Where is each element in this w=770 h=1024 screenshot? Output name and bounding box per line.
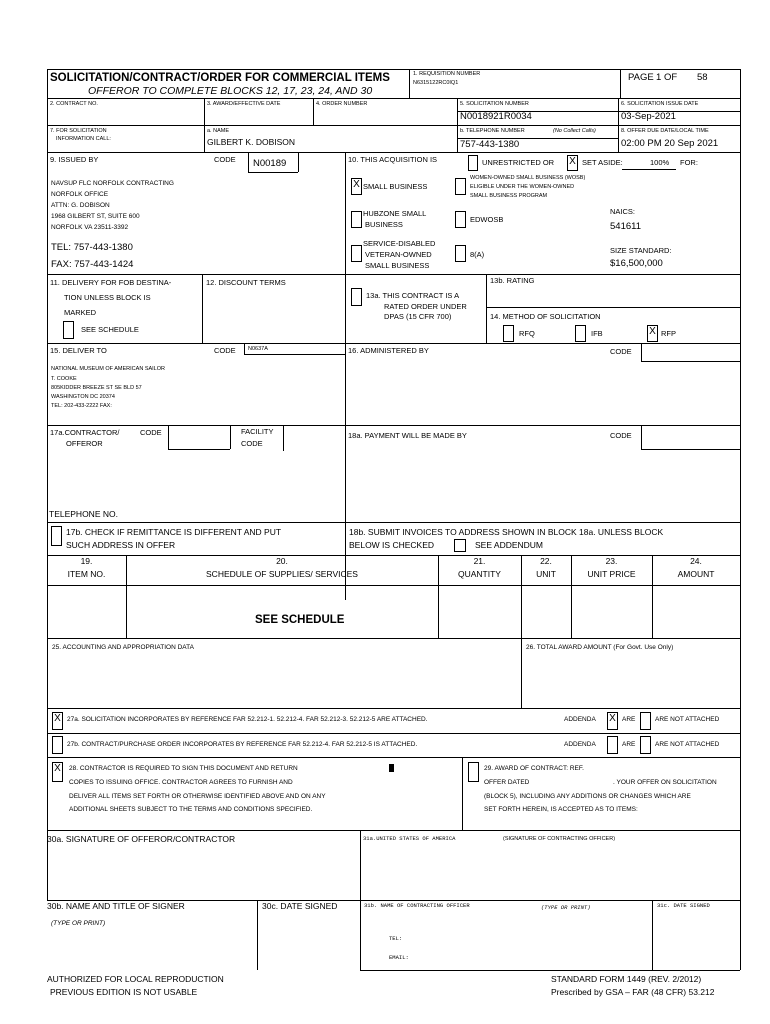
divider — [298, 152, 299, 172]
divider — [248, 152, 249, 172]
award-text-4: SET FORTH HEREIN, IS ACCEPTED AS TO ITEMS: — [484, 806, 638, 813]
contractor-sign-text-4: ADDITIONAL SHEETS SUBJECT TO THE TERMS AND CONDITIONS SPECIFIED. — [69, 806, 313, 813]
col-quantity-label: QUANTITY — [458, 569, 501, 579]
divider — [438, 555, 439, 638]
row-line — [47, 555, 740, 556]
check-mark: X — [609, 713, 616, 724]
divider — [168, 425, 169, 449]
rated-order-checkbox[interactable] — [351, 288, 362, 306]
divider — [345, 152, 346, 600]
issue-date-label: 6. SOLICITATION ISSUE DATE — [621, 101, 699, 107]
divider — [457, 98, 458, 152]
naics-label: NAICS: — [610, 207, 636, 216]
row-line — [47, 152, 740, 153]
edwosb-checkbox[interactable] — [455, 211, 466, 228]
naics-value: 541611 — [610, 221, 641, 232]
addendum-checkbox[interactable] — [454, 539, 466, 552]
delivery-fob-label-3: MARKED — [64, 308, 97, 317]
acquisition-label: 10. THIS ACQUISITION IS — [348, 155, 438, 164]
divider — [641, 425, 642, 449]
sdvosb-label: SERVICE-DISABLED — [363, 239, 436, 248]
divider — [652, 555, 653, 638]
divider — [126, 555, 127, 638]
total-award-label: 26. TOTAL AWARD AMOUNT (For Govt. Use Only) — [526, 644, 674, 651]
set-aside-percent: 100% — [650, 158, 670, 167]
eight-a-label: 8(A) — [470, 250, 485, 259]
award-checkbox[interactable] — [468, 762, 479, 782]
addenda-not-checkbox[interactable] — [640, 712, 651, 730]
phone-label: b. TELEPHONE NUMBER — [460, 128, 525, 134]
footer-form-number: STANDARD FORM 1449 (REV. 2/2012) — [551, 974, 702, 984]
col-item-label: ITEM NO. — [67, 569, 106, 579]
page-number: 1 — [656, 72, 662, 83]
deliver-to-label: 15. DELIVER TO — [50, 346, 107, 355]
addenda-not-label: ARE NOT ATTACHED — [655, 716, 720, 723]
border-right — [740, 69, 741, 970]
addenda-label: ADDENDA — [564, 716, 596, 723]
contractor-label-2: OFFEROR — [66, 439, 103, 448]
order-number-label: 4. ORDER NUMBER — [316, 101, 368, 107]
row-line — [360, 970, 740, 971]
award-date-label: 3. AWARD/EFFECTIVE DATE — [207, 101, 281, 107]
divider — [244, 354, 345, 355]
officer-name-label: 31b. NAME OF CONTRACTING OFFICER — [364, 902, 470, 909]
divider — [409, 69, 410, 98]
eight-a-checkbox[interactable] — [455, 245, 466, 262]
wosb-label-3: SMALL BUSINESS PROGRAM — [470, 193, 548, 199]
col-amount-number: 24. — [690, 556, 702, 566]
divider — [618, 98, 619, 152]
divider — [202, 274, 203, 343]
border-left — [47, 69, 48, 900]
rated-order-label: 13a. THIS CONTRACT IS A — [366, 291, 460, 300]
rating-label: 13b. RATING — [490, 276, 535, 285]
solicitation-number-value: N0018921R0034 — [460, 111, 532, 122]
name-label: a. NAME — [207, 128, 230, 134]
issued-by-label: 9. ISSUED BY — [50, 155, 99, 164]
addenda-not-label: ARE NOT ATTACHED — [655, 741, 720, 748]
remittance-label: 17b. CHECK IF REMITTANCE IS DIFFERENT AND PUT — [66, 527, 282, 537]
info-call-label-2: INFORMATION CALL: — [56, 136, 111, 142]
wosb-label-2: ELIGIBLE UNDER THE WOMEN-OWNED — [470, 184, 575, 190]
officer-email-label: EMAIL: — [389, 954, 409, 961]
form-title: SOLICITATION/CONTRACT/ORDER FOR COMMERCIAL ITEMS — [50, 72, 390, 84]
size-standard-label: SIZE STANDARD: — [610, 246, 672, 255]
footer-authorized: AUTHORIZED FOR LOCAL REPRODUCTION — [47, 974, 224, 984]
issued-line: ATTN: G. DOBISON — [51, 202, 110, 209]
name-value: GILBERT K. DOBISON — [207, 137, 296, 147]
accounting-label: 25. ACCOUNTING AND APPROPRIATION DATA — [52, 644, 194, 651]
small-business-checkbox[interactable] — [351, 178, 362, 195]
telephone-label: TELEPHONE NO. — [49, 509, 118, 519]
far-incorporates-checkbox[interactable] — [52, 712, 63, 730]
deliver-line: TEL: 202-433-2222 FAX: — [51, 403, 112, 409]
row-line — [47, 638, 740, 639]
award-text-2: OFFER DATED — [484, 779, 530, 786]
rfp-label: RFP — [661, 329, 676, 338]
check-mark: X — [649, 326, 656, 337]
deliver-line: 805KIDDER BREEZE ST SE BLD 57 — [51, 385, 142, 391]
col-unit-number: 22. — [540, 556, 552, 566]
set-aside-for: FOR: — [680, 158, 698, 167]
footer-previous-edition: PREVIOUS EDITION IS NOT USABLE — [50, 987, 198, 997]
addendum-label: SEE ADDENDUM — [475, 540, 544, 550]
row-line — [47, 708, 740, 709]
divider — [641, 361, 740, 362]
rfq-label: RFQ — [519, 329, 535, 338]
far-incorporates-label: 27a. SOLICITATION INCORPORATES BY REFERENCE FAR 52.212-1. 52.212-4. FAR 52.212-3. 52.212-5 ARE ATTACHED. — [67, 716, 428, 723]
officer-date-label: 31c. DATE SIGNED — [657, 902, 710, 909]
issued-line: NORFOLK OFFICE — [51, 191, 109, 198]
issued-tel: TEL: 757-443-1380 — [51, 242, 133, 253]
check-mark: X — [54, 763, 61, 774]
page-total: 58 — [697, 72, 708, 83]
contractor-sign-text-2: COPIES TO ISSUING OFFICE. CONTRACTOR AGREES TO FURNISH AND — [69, 779, 293, 786]
row-line — [47, 585, 740, 586]
addenda-are-label: ARE — [622, 716, 636, 723]
divider — [641, 343, 642, 361]
contractor-sign-checkbox[interactable] — [52, 762, 63, 782]
col-unit-price-number: 23. — [605, 556, 618, 566]
wosb-checkbox[interactable] — [455, 178, 466, 195]
row-line — [47, 830, 740, 831]
contractor-sign-text-3: DELIVER ALL ITEMS SET FORTH OR OTHERWISE IDENTIFIED ABOVE AND ON ANY — [69, 793, 326, 800]
row-line — [47, 733, 740, 734]
divider — [486, 274, 487, 343]
delivery-fob-label: 11. DELIVERY FOR FOB DESTINA- — [50, 278, 172, 287]
rfq-checkbox[interactable] — [503, 325, 514, 342]
divider — [168, 449, 230, 450]
phone-value: 757-443-1380 — [460, 139, 520, 150]
rfp-checkbox[interactable] — [647, 325, 658, 342]
payment-label: 18a. PAYMENT WILL BE MADE BY — [348, 431, 467, 440]
ifb-label: IFB — [591, 329, 603, 338]
divider — [462, 757, 463, 830]
col-schedule-label: SCHEDULE OF SUPPLIES/ SERVICES — [206, 569, 358, 579]
method-label: 14. METHOD OF SOLICITATION — [490, 312, 601, 321]
divider — [204, 125, 205, 152]
rated-order-label-3: DPAS (15 CFR 700) — [384, 312, 452, 321]
ifb-checkbox[interactable] — [575, 325, 586, 342]
col-item-number: 19. — [80, 556, 93, 566]
us-signature-label: 31a.UNITED STATES OF AMERICA — [363, 835, 456, 842]
offeror-date-label: 30c. DATE SIGNED — [262, 901, 338, 911]
redaction-mark — [389, 764, 394, 772]
divider — [622, 169, 676, 170]
addenda-label: ADDENDA — [564, 741, 596, 748]
divider — [620, 69, 621, 98]
addenda-are-checkbox[interactable] — [607, 736, 618, 754]
issued-fax: FAX: 757-443-1424 — [51, 259, 134, 270]
payment-code-label: CODE — [610, 431, 632, 440]
issued-code-label: CODE — [214, 155, 236, 164]
col-unit-price-label: UNIT PRICE — [587, 569, 636, 579]
solicitation-number-label: 5. SOLICITATION NUMBER — [460, 101, 529, 107]
unrestricted-label: UNRESTRICTED OR — [482, 158, 555, 167]
hubzone-label: HUBZONE SMALL — [363, 209, 427, 218]
deliver-line: T. COOKE — [51, 376, 77, 382]
footer-prescribed: Prescribed by GSA – FAR (48 CFR) 53.212 — [551, 987, 715, 997]
divider — [257, 900, 258, 970]
discount-terms-label: 12. DISCOUNT TERMS — [206, 278, 286, 287]
officer-name-note: (TYPE OR PRINT) — [541, 904, 591, 911]
check-mark: X — [353, 179, 360, 190]
divider — [248, 172, 298, 173]
award-text-3: (BLOCK 5), INCLUDING ANY ADDITIONS OR CHANGES WHICH ARE — [484, 793, 691, 800]
remittance-label-2: SUCH ADDRESS IN OFFER — [66, 540, 176, 550]
due-date-label: 8. OFFER DUE DATE/LOCAL TIME — [621, 128, 709, 134]
deliver-code-value: N0637A — [248, 346, 268, 352]
set-aside-label: SET ASIDE: — [582, 158, 623, 167]
row-line — [47, 98, 740, 99]
contract-no-label: 2. CONTRACT NO. — [50, 101, 98, 107]
issued-line: NORFOLK VA 23511-3392 — [51, 224, 129, 231]
invoice-label-2: BELOW IS CHECKED — [349, 540, 435, 550]
sdvosb-label-2: VETERAN-OWNED — [365, 250, 432, 259]
requisition-value: N6315122RC0IQ1 — [413, 80, 459, 86]
divider — [283, 425, 284, 451]
see-schedule-label: SEE SCHEDULE — [81, 325, 139, 334]
border-top — [47, 69, 740, 70]
see-schedule-checkbox[interactable] — [63, 321, 74, 339]
page-label: PAGE — [628, 72, 654, 83]
divider — [641, 449, 740, 450]
deliver-line: WASHINGTON DC 20374 — [51, 394, 115, 400]
row-line — [47, 757, 740, 758]
form-subtitle: OFFEROR TO COMPLETE BLOCKS 12, 17, 23, 24, AND 30 — [88, 85, 373, 97]
divider — [244, 343, 245, 354]
divider — [204, 98, 205, 125]
invoice-label: 18b. SUBMIT INVOICES TO ADDRESS SHOWN IN BLOCK 18a. UNLESS BLOCK — [349, 527, 664, 537]
row-line — [47, 125, 740, 126]
sdvosb-label-3: SMALL BUSINESS — [365, 261, 430, 270]
rated-order-label-2: RATED ORDER UNDER — [384, 302, 467, 311]
info-call-label: 7. FOR SOLICITATION — [50, 128, 107, 134]
phone-note: (No Collect Calls) — [553, 128, 596, 134]
issued-line: NAVSUP FLC NORFOLK CONTRACTING — [51, 180, 174, 187]
small-business-label: SMALL BUSINESS — [363, 182, 428, 191]
administered-code-label: CODE — [610, 347, 632, 356]
col-schedule-number: 20. — [276, 556, 288, 566]
divider — [652, 900, 653, 970]
check-mark: X — [54, 713, 61, 724]
divider — [313, 98, 314, 125]
signer-name-label: 30b. NAME AND TITLE OF SIGNER — [47, 901, 185, 911]
remittance-checkbox[interactable] — [51, 526, 62, 546]
issued-line: 1968 GILBERT ST, SUITE 600 — [51, 213, 140, 220]
sdvosb-checkbox[interactable] — [351, 245, 362, 262]
contractor-sign-text: 28. CONTRACTOR IS REQUIRED TO SIGN THIS DOCUMENT AND RETURN — [69, 765, 298, 772]
hubzone-label-2: BUSINESS — [365, 220, 403, 229]
hubzone-checkbox[interactable] — [351, 211, 362, 228]
facility-label-2: CODE — [241, 439, 263, 448]
contractor-code-label: CODE — [140, 428, 162, 437]
contract-incorporates-checkbox[interactable] — [52, 736, 63, 754]
page-of: OF — [664, 72, 678, 83]
officer-tel-label: TEL: — [389, 935, 403, 942]
row-line — [47, 522, 740, 523]
set-aside-checkbox[interactable] — [567, 155, 578, 171]
edwosb-label: EDWOSB — [470, 215, 504, 224]
divider — [486, 307, 740, 308]
signer-name-note: (TYPE OR PRINT) — [51, 920, 106, 927]
issued-code-value: N00189 — [253, 158, 287, 169]
award-text-2b: . YOUR OFFER ON SOLICITATION — [613, 779, 717, 786]
see-schedule-text: SEE SCHEDULE — [255, 614, 345, 626]
deliver-line: NATIONAL MUSEUM OF AMERICAN SAILOR — [51, 366, 165, 372]
wosb-label: WOMEN-OWNED SMALL BUSINESS (WOSB) — [470, 175, 586, 181]
contract-incorporates-label: 27b. CONTRACT/PURCHASE ORDER INCORPORATES BY REFERENCE FAR 52.212-4. FAR 52.212-5 IS ATTACHED. — [67, 741, 418, 748]
addenda-are-label: ARE — [622, 741, 636, 748]
deliver-code-label: CODE — [214, 346, 236, 355]
issue-date-value: 03-Sep-2021 — [621, 111, 676, 122]
due-date-value: 02:00 PM 20 Sep 2021 — [621, 138, 719, 149]
divider — [230, 425, 231, 449]
contractor-label: 17a.CONTRACTOR/ — [50, 428, 120, 437]
divider — [571, 555, 572, 638]
us-signature-note: (SIGNATURE OF CONTRACTING OFFICER) — [503, 836, 616, 842]
award-text: 29. AWARD OF CONTRACT: REF. — [484, 765, 584, 772]
col-quantity-number: 21. — [473, 556, 486, 566]
facility-label: FACILITY — [241, 427, 274, 436]
row-line — [47, 343, 740, 344]
divider — [360, 830, 361, 970]
row-line — [47, 274, 740, 275]
col-unit-label: UNIT — [536, 569, 556, 579]
col-amount-label: AMOUNT — [677, 569, 715, 579]
offeror-signature-label: 30a. SIGNATURE OF OFFEROR/CONTRACTOR — [47, 834, 236, 844]
administered-by-label: 16. ADMINISTERED BY — [348, 346, 429, 355]
delivery-fob-label-2: TION UNLESS BLOCK IS — [64, 293, 151, 302]
requisition-label: 1. REQUISITION NUMBER — [413, 71, 481, 77]
addenda-are-checkbox[interactable] — [607, 712, 618, 730]
row-line — [47, 425, 740, 426]
size-standard-value: $16,500,000 — [610, 258, 663, 269]
check-mark: X — [569, 156, 576, 167]
unrestricted-checkbox[interactable] — [468, 155, 478, 171]
addenda-not-checkbox[interactable] — [640, 736, 651, 754]
